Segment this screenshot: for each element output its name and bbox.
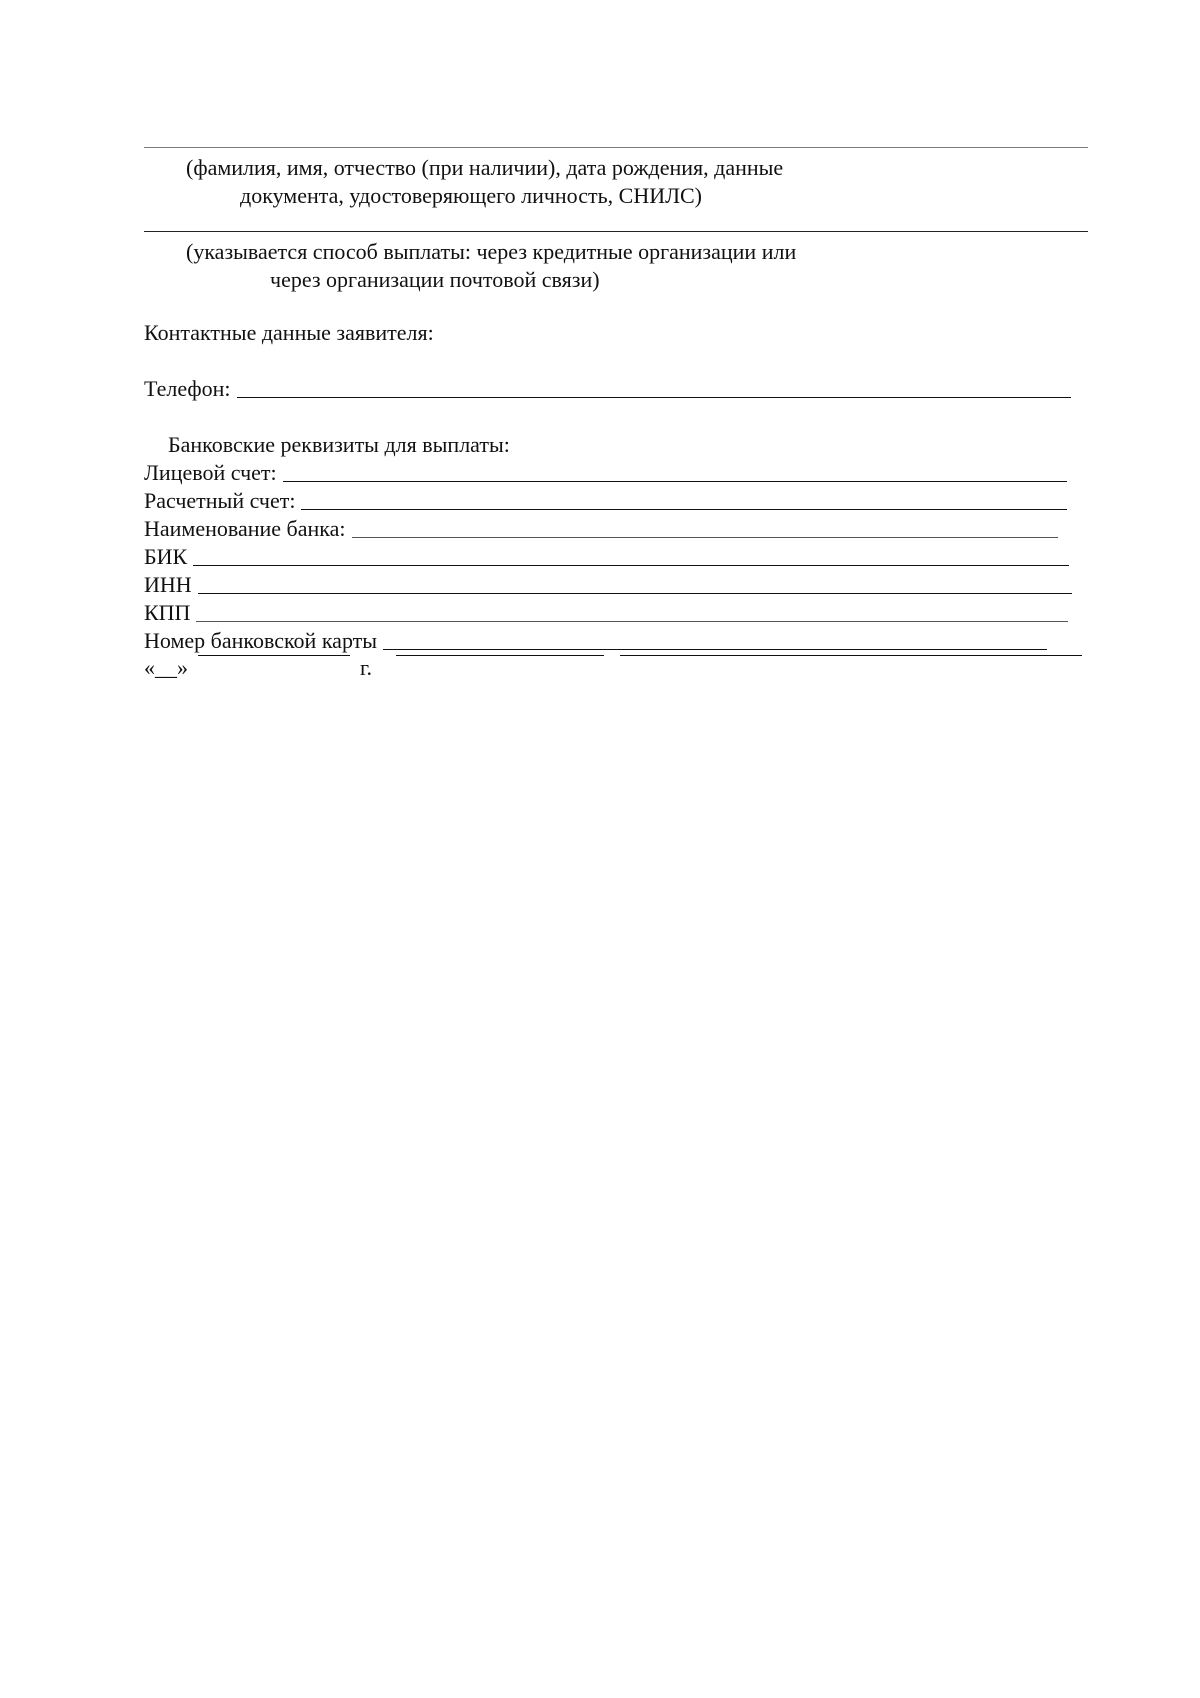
bik-row [144, 542, 1069, 570]
contacts-heading: Контактные данные заявителя: [144, 320, 434, 345]
personal-account-field[interactable] [283, 481, 1067, 482]
kpp-label: КПП [144, 600, 191, 625]
bik-label: БИК [144, 544, 188, 569]
bank-heading: Банковские реквизиты для выплаты: [168, 432, 510, 457]
applicant-data-line[interactable] [144, 147, 1088, 148]
signature-transcript-field[interactable] [620, 655, 1082, 656]
bik-field[interactable] [193, 565, 1069, 566]
signature-field[interactable] [396, 655, 604, 656]
personal-account-label: Лицевой счет: [144, 460, 277, 485]
personal-account-row [144, 458, 1067, 486]
phone-row [144, 374, 1071, 402]
date-year-suffix: г. [360, 655, 373, 680]
payment-method-caption-line2: через организации почтовой связи) [270, 267, 600, 292]
date-day[interactable]: «__» [144, 655, 188, 680]
inn-field[interactable] [198, 593, 1072, 594]
applicant-data-caption-line2: документа, удостоверяющего личность, СНИЛС) [240, 183, 703, 208]
inn-label: ИНН [144, 572, 192, 597]
bank-name-field[interactable] [352, 537, 1058, 538]
settlement-account-field[interactable] [301, 509, 1067, 510]
bank-name-row [144, 514, 1058, 542]
card-number-label: Номер банковской карты [144, 628, 378, 653]
date-month-field[interactable] [198, 655, 350, 656]
bank-name-label: Наименование банка: [144, 516, 346, 541]
applicant-data-caption-line1: (фамилия, имя, отчество (при наличии), дата рождения, данные [186, 155, 784, 180]
card-number-field[interactable] [383, 649, 1047, 650]
date-signature-row [144, 655, 1084, 683]
settlement-account-row [144, 486, 1067, 514]
phone-field[interactable] [237, 397, 1071, 398]
payment-method-line[interactable] [144, 231, 1088, 232]
phone-label: Телефон: [144, 376, 231, 401]
payment-method-caption-line1: (указывается способ выплаты: через кредитные организации или [186, 239, 797, 264]
card-number-row [144, 626, 1047, 654]
kpp-row [144, 598, 1068, 626]
inn-row [144, 570, 1072, 598]
kpp-field[interactable] [196, 621, 1068, 622]
settlement-account-label: Расчетный счет: [144, 488, 296, 513]
